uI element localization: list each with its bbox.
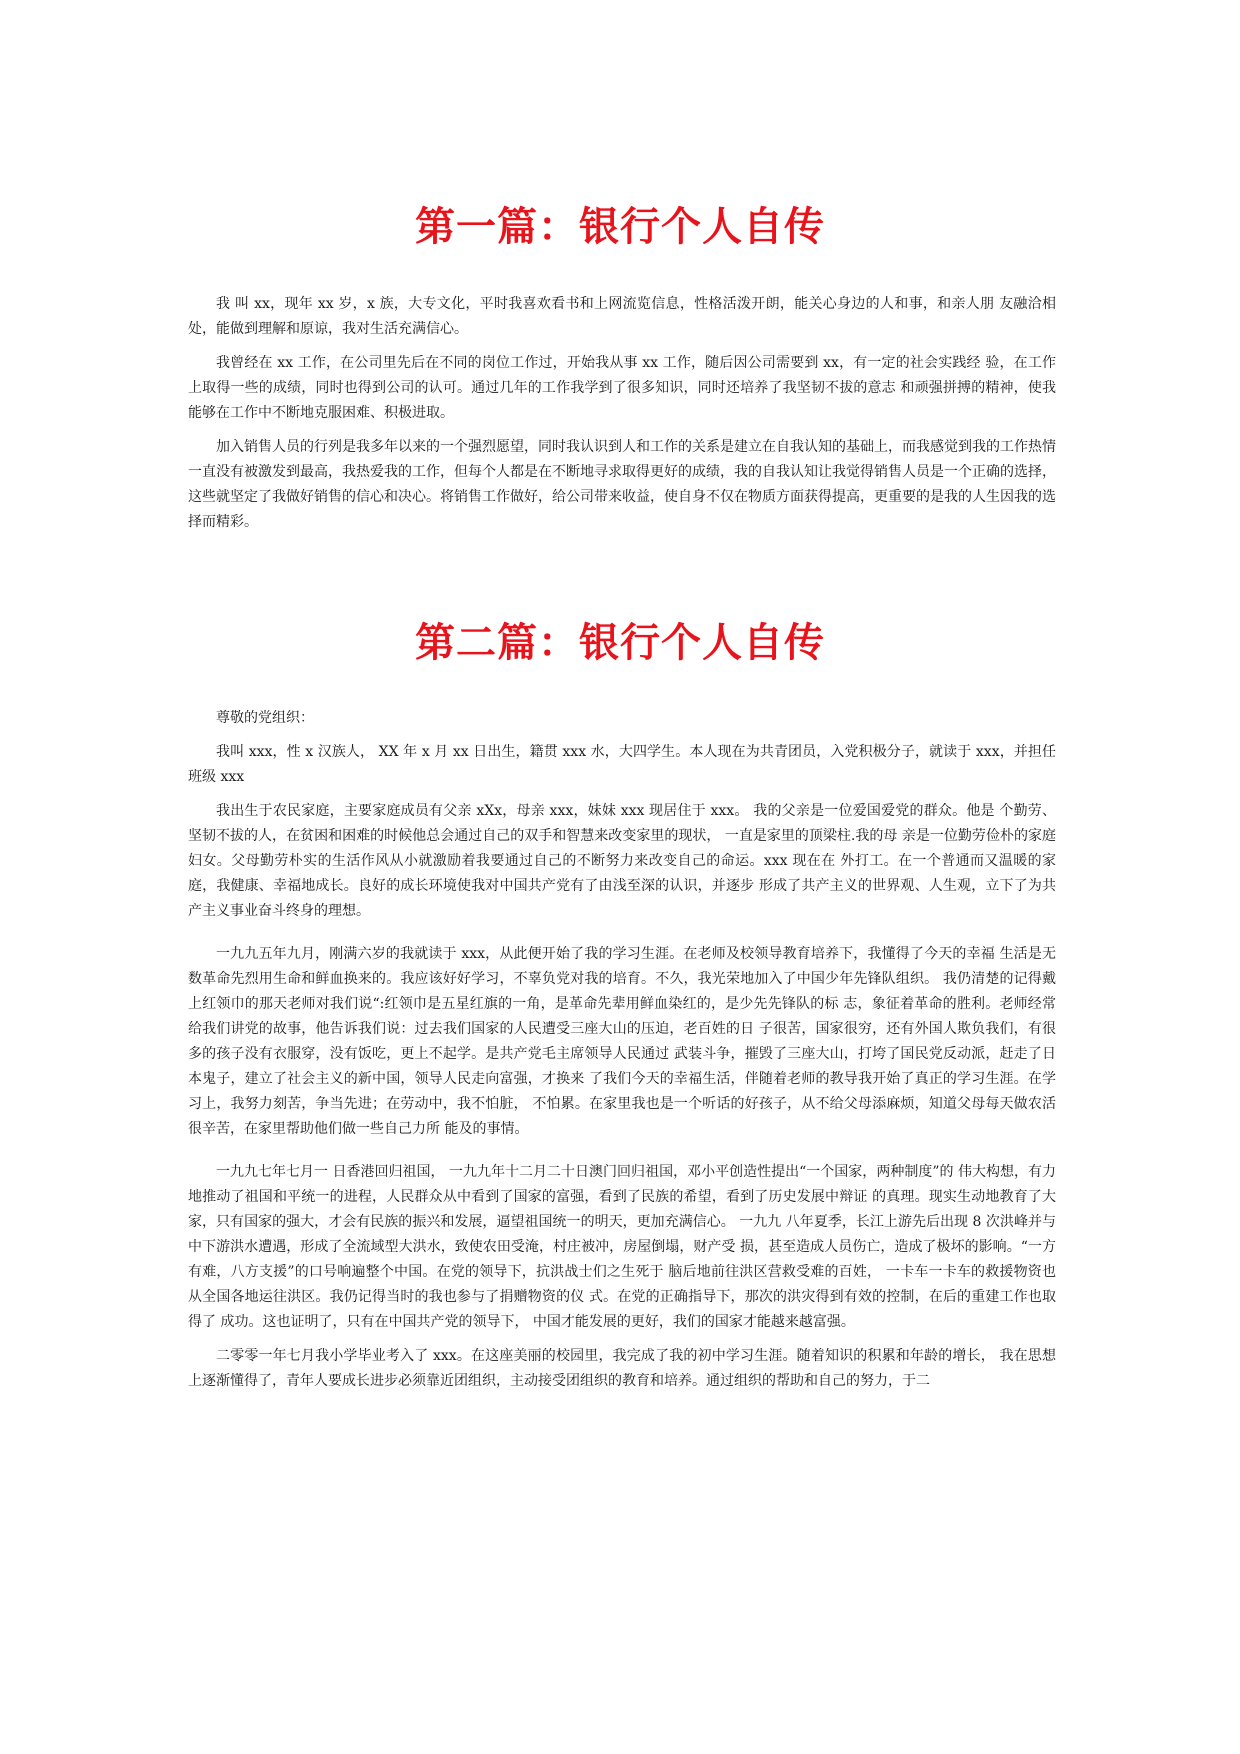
section-1-body xyxy=(188,292,1056,544)
paragraph: 我曾经在 xx 工作，在公司里先后在不同的岗位工作过，开始我从事 xx 工作，随后因公司需要到 xx，有一定的社会实践经 验，在工作上取得一些的成绩，同时也得到公司的认可。通过几年的工作我学到了很多知识，同时还培养了我坚韧不拔的意志 和顽强拼搏的精神，使我能够在工作中不断地克服困难、积极进取。 xyxy=(188,355,1056,421)
paragraph: 一九九五年九月，刚满六岁的我就读于 xxx，从此便开始了我的学习生涯。在老师及校领导教育培养下，我懂得了今天的幸福 生活是无数革命先烈用生命和鲜血换来的。我应该好好学习，不辜负党对我的培育。不久，我光荣地加入了中国少年先锋队组织。 我仍清楚的记得戴上红领巾的那天老师对我们说“:红领巾是五星红旗的一角，是革命先辈用鲜血染红的，是少先先锋队的标 志，象征着革命的胜利。老师经常给我们讲党的故事，他告诉我们说：过去我们国家的人民遭受三座大山的压迫，老百姓的日 子很苦，国家很穷，还有外国人欺负我们，有很多的孩子没有衣服穿，没有饭吃，更上不起学。是共产党毛主席领导人民通过 武装斗争，摧毁了三座大山，打垮了国民党反动派，赶走了日本鬼子，建立了社会主义的新中国，领导人民走向富强，才换来 了我们今天的幸福生活，伴随着老师的教导我开始了真正的学习生涯。在学习上，我努力刻苦，争当先进；在劳动中，我不怕脏， 不怕累。在家里我也是一个听话的好孩子，从不给父母添麻烦，知道父母每天做农活很辛苦，在家里帮助他们做一些自己力所 能及的事情。 xyxy=(188,946,1056,1137)
paragraph: 我 叫 xx，现年 xx 岁，x 族，大专文化，平时我喜欢看书和上网流览信息，性格活泼开朗，能关心身边的人和事，和亲人朋 友融洽相处，能做到理解和原谅，我对生活充满信心。 xyxy=(188,296,1056,337)
paragraph: 我叫 xxx，性 x 汉族人， XX 年 x 月 xx 日出生，籍贯 xxx 水，大四学生。本人现在为共青团员，入党积极分子，就读于 xxx，并担任班级 xxx xyxy=(188,744,1056,785)
paragraph: 加入销售人员的行列是我多年以来的一个强烈愿望，同时我认识到人和工作的关系是建立在自我认知的基础上，而我感觉到我的工作热情一直没有被激发到最高，我热爱我的工作，但每个人都是在不断地寻求取得更好的成绩，我的自我认知让我觉得销售人员是一个正确的选择，这些就坚定了我做好销售的信心和决心。将销售工作做好，给公司带来收益，使自身不仅在物质方面获得提高，更重要的是我的人生因我的选择而精彩。 xyxy=(188,439,1056,530)
paragraph: 二零零一年七月我小学毕业考入了 xxx。在这座美丽的校园里，我完成了我的初中学习生涯。随着知识的积累和年龄的增长， 我在思想上逐渐懂得了，青年人要成长进步必须靠近团组织，主动接受团组织的教育和培养。通过组织的帮助和自己的努力，于二 xyxy=(188,1348,1056,1389)
section-1-title: 第一篇：银行个人自传 xyxy=(415,202,825,250)
section-2-body xyxy=(188,706,1056,1403)
paragraph: 一九九七年七月一 日香港回归祖国， 一九九年十二月二十日澳门回归祖国，邓小平创造性提出“一个国家，两种制度”的 伟大构想，有力地推动了祖国和平统一的进程，人民群众从中看到了国家的富强，看到了民族的希望，看到了历史发展中辩证 的真理。现实生动地教育了大家，只有国家的强大，才会有民族的振兴和发展，逼望祖国统一的明天，更加充满信心。 一九九 八年夏季，长江上游先后出现 8 次洪峰并与中下游洪水遭遇，形成了全流域型大洪水，致使农田受淹，村庄被冲，房屋倒塌，财产受 损，甚至造成人员伤亡，造成了极坏的影响。“一方有难，八方支援”的口号响遍整个中国。在党的领导下，抗洪战士们之生死于 脑后地前往洪区营救受难的百姓， 一卡车一卡车的救援物资也从全国各地运往洪区。我仍记得当时的我也参与了捐赠物资的仪 式。在党的正确指导下，那次的洪灾得到有效的控制，在后的重建工作也取得了 成功。这也证明了，只有在中国共产党的领导下， 中国才能发展的更好，我们的国家才能越来越富强。 xyxy=(188,1164,1056,1330)
section-2-title: 第二篇：银行个人自传 xyxy=(415,618,825,666)
paragraph: 我出生于农民家庭，主要家庭成员有父亲 xXx，母亲 xxx，妹妹 xxx 现居住于 xxx。 我的父亲是一位爱国爱党的群众。他是 个勤劳、坚韧不拔的人，在贫困和困难的时候他总会通过自己的双手和智慧来改变家里的现状， 一直是家里的顶梁柱.我的母 亲是一位勤劳俭朴的家庭妇女。父母勤劳朴实的生活作风从小就激励着我要通过自己的不断努力来改变自己的命运。xxx 现在在 外打工。在一个普通而又温暖的家庭，我健康、幸福地成长。良好的成长环境使我对中国共产党有了由浅至深的认识，并逐步 形成了共产主义的世界观、人生观，立下了为共产主义事业奋斗终身的理想。 xyxy=(188,803,1056,919)
salutation: 尊敬的党组织： xyxy=(216,710,314,726)
